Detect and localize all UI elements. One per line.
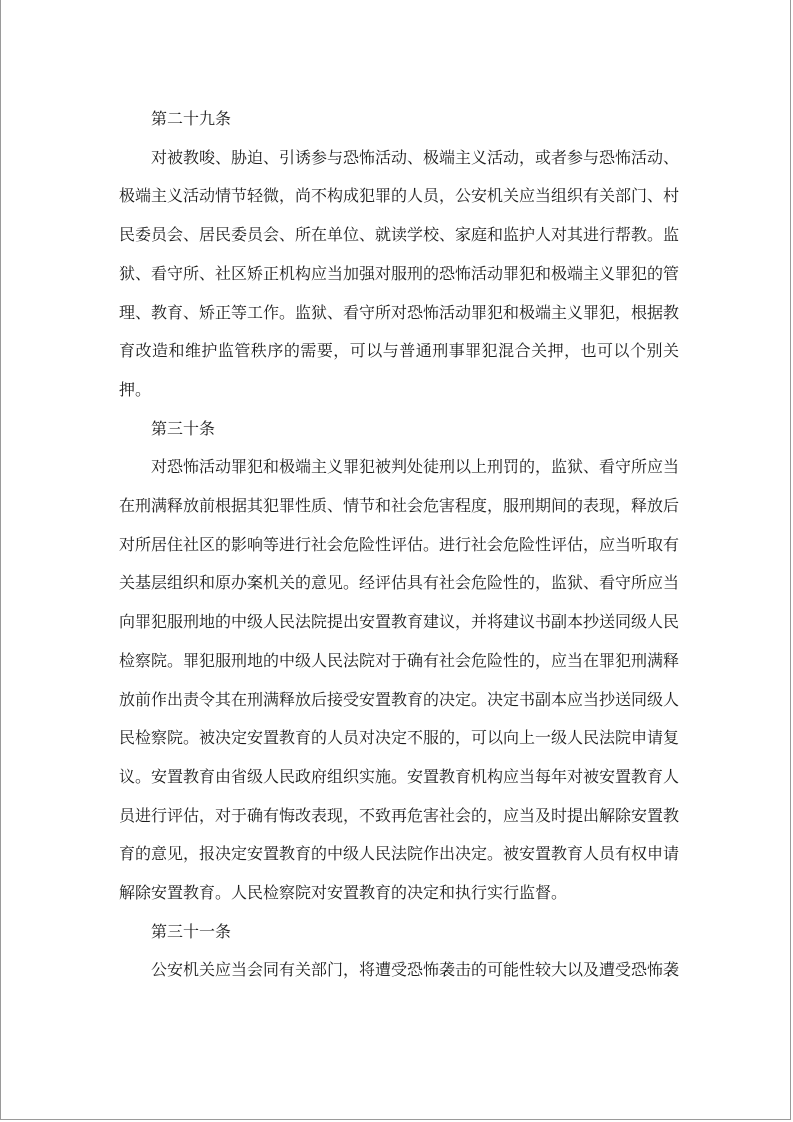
article-31-title: 第三十一条 xyxy=(151,921,232,941)
article-31-body: 公安机关应当会同有关部门，将遭受恐怖袭击的可能性较大以及遭受恐怖袭 xyxy=(151,960,680,980)
article-30-body: 对恐怖活动罪犯和极端主义罪犯被判处徒刑以上刑罚的，监狱、看守所应当在刑满释放前根据其犯罪性质、情节和社会危害程度，服刑期间的表现，释放后对所居住社区的影响等进行社会危险性评估。进行社会危险性评估，应当听取有关基层组织和原办案机关的意见。经评估具有社会危险性的，监狱、看守所应当向罪犯服刑地的中级人民法院提出安置教育建议，并将建议书副本抄送同级人民检察院。罪犯服刑地的中级人民法院对于确有社会危险性的，应当在罪犯刑满释放前作出责令其在刑满释放后接受安置教育的决定。决定书副本应当抄送同级人民检察院。被决定安置教育的人员对决定不服的，可以向上一级人民法院申请复议。安置教育由省级人民政府组织实施。安置教育机构应当每年对被安置教育人员进行评估，对于确有悔改表现，不致再危害社会的，应当及时提出解除安置教育的意见，报决定安置教育的中级人民法院作出决定。被安置教育人员有权申请解除安置教育。人民检察院对安置教育的决定和执行实行监督。 xyxy=(119,457,680,903)
article-29-body: 对被教唆、胁迫、引诱参与恐怖活动、极端主义活动，或者参与恐怖活动、极端主义活动情节轻微，尚不构成犯罪的人员，公安机关应当组织有关部门、村民委员会、居民委员会、所在单位、就读学校、家庭和监护人对其进行帮教。监狱、看守所、社区矫正机构应当加强对服刑的恐怖活动罪犯和极端主义罪犯的管理、教育、矫正等工作。监狱、看守所对恐怖活动罪犯和极端主义罪犯，根据教育改造和维护监管秩序的需要，可以与普通刑事罪犯混合关押，也可以个别关押。 xyxy=(119,147,680,399)
document-content xyxy=(119,100,679,990)
article-29-title: 第二十九条 xyxy=(151,109,232,128)
article-30-title: 第三十条 xyxy=(151,418,216,438)
